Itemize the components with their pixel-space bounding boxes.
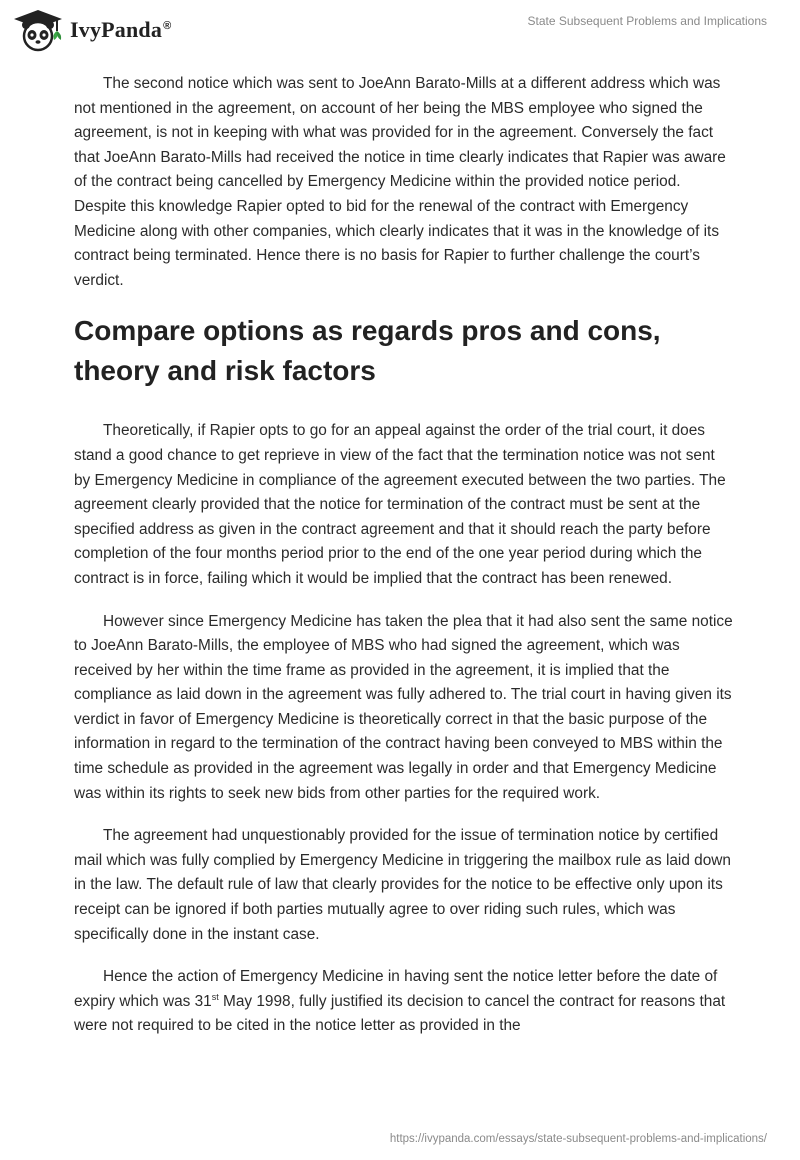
paragraph-5 xyxy=(74,965,734,1039)
page-header xyxy=(0,0,800,60)
paragraph-5-end: May 1998, fully justified its decision to cancel the contract for reasons that were not required to be cited in the notice letter as provided in the xyxy=(74,992,726,1035)
ivypanda-logo[interactable] xyxy=(12,8,171,52)
panda-graduate-icon xyxy=(12,8,64,52)
paragraph-1: The second notice which was sent to JoeAnn Barato-Mills at a different address which was not mentioned in the agreement, on account of her being the MBS employee who signed the agreement, is not in keeping with what was provided for in the agreement. Conversely the fact that JoeAnn Barato-Mills had received the notice in time clearly indicates that Rapier was aware of the contract being cancelled by Emergency Medicine within the provided notice period. Despite this knowledge Rapier opted to bid for the renewal of the contract with Emergency Medicine along with other companies, which clearly indicates that it was in the knowledge of its contract being terminated. Hence there is no basis for Rapier to further challenge the court’s verdict. xyxy=(74,75,726,289)
running-title: State Subsequent Problems and Implications xyxy=(527,14,767,28)
ordinal-suffix: st xyxy=(211,991,219,1002)
paragraph-5-start: Hence the action of Emergency Medicine in having sent the notice letter before the date of expiry which was 31 xyxy=(74,968,718,1010)
registered-mark: ® xyxy=(163,19,172,32)
essay-content xyxy=(74,72,734,1057)
source-url[interactable]: https://ivypanda.com/essays/state-subsequent-problems-and-implications/ xyxy=(389,1133,767,1145)
logo-wordmark xyxy=(70,17,171,43)
logo-text: IvyPanda xyxy=(70,17,163,42)
paragraph-2: Theoretically, if Rapier opts to go for an appeal against the order of the trial court, it does stand a good chance to get reprieve in view of the fact that the termination notice was not sent by Emergency Medicine in compliance of the agreement executed between the two parties. The agreement clearly provided that the notice for termination of the contract must be sent at the specified address as given in the contract agreement and that it should reach the party before completion of the four months period prior to the end of the one year period during which the contract is in force, failing which it would be implied that the contract has been renewed. xyxy=(74,422,726,587)
paragraph-4: The agreement had unquestionably provided for the issue of termination notice by certified mail which was fully complied by Emergency Medicine in triggering the mailbox rule as laid down in the law. The default rule of law that clearly provides for the notice to be effective only upon its receipt can be ignored if both parties mutually agree to over riding such rules, which was specifically done in the instant case. xyxy=(74,827,731,943)
paragraph-3: However since Emergency Medicine has taken the plea that it had also sent the same notice to JoeAnn Barato-Mills, the employee of MBS who had signed the agreement, which was received by her within the time frame as provided in the agreement, it is implied that the compliance as laid down in the agreement was fully adhered to. The trial court in having given its verdict in favor of Emergency Medicine is theoretically correct in that the basic purpose of the information in regard to the termination of the contract having been conveyed to MBS within the time schedule as provided in the agreement was legally in order and that Emergency Medicine was within its rights to seek new bids from other parties for the required work. xyxy=(74,612,733,802)
section-heading: Compare options as regards pros and cons, theory and risk factors xyxy=(74,315,661,387)
